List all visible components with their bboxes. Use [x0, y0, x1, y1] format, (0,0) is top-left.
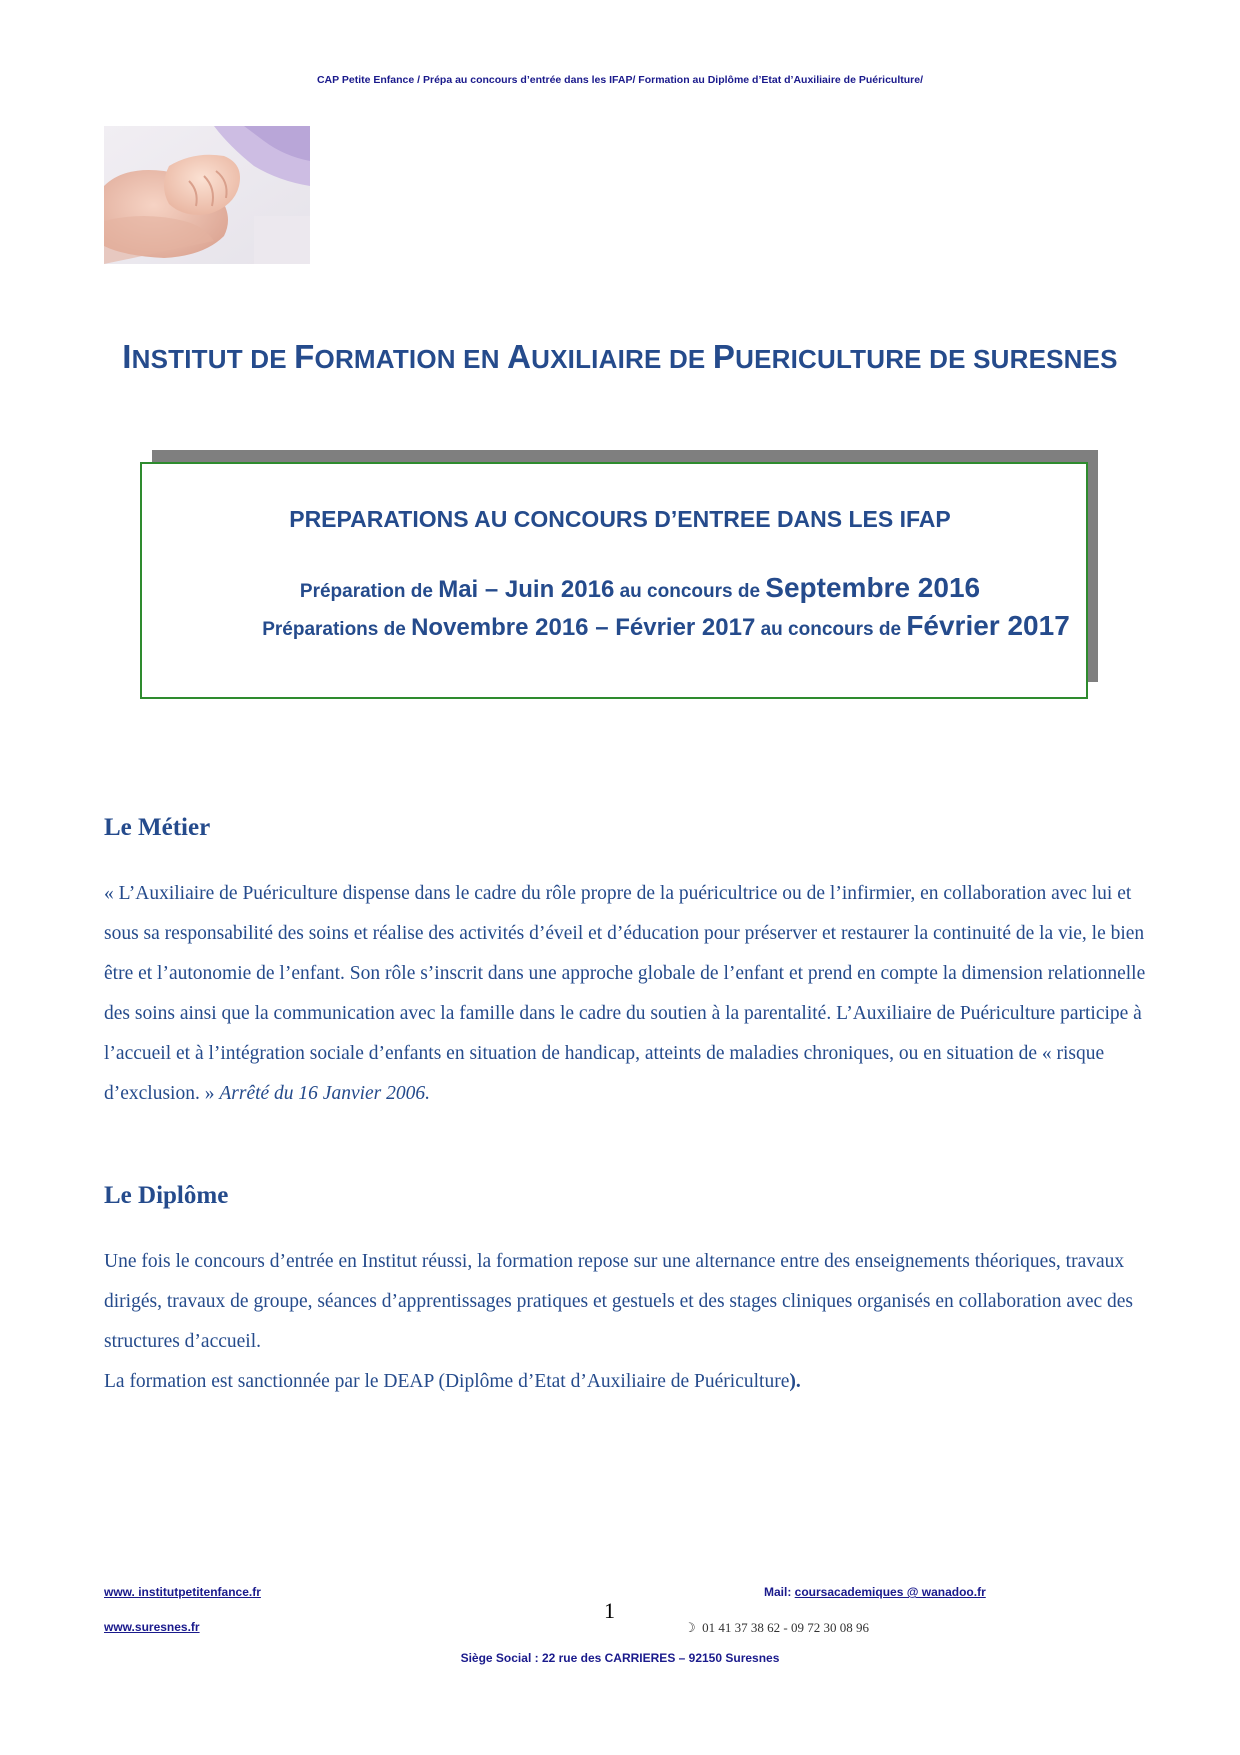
- prep2-prefix: Préparations de: [262, 619, 412, 640]
- diplome-text-2-end: ).: [789, 1371, 801, 1392]
- diplome-text-2-line: [104, 1362, 1164, 1402]
- suresnes-website-link[interactable]: www.suresnes.fr: [104, 1620, 200, 1634]
- diplome-text-2: La formation est sanctionnée par le DEAP (Diplôme d’Etat d’Auxiliaire de Puériculture: [104, 1371, 790, 1392]
- mail-line: [764, 1585, 986, 1599]
- preparation-line-2: [0, 610, 1240, 642]
- institute-title-part-3: UXILIAIRE DE: [531, 344, 713, 374]
- institute-title-cap-3: A: [507, 338, 532, 375]
- header-tagline: CAP Petite Enfance / Prépa au concours d’entrée dans les IFAP/ Formation au Diplôme d’Etat d’Auxiliaire de Puériculture/: [316, 74, 924, 86]
- baby-hand-photo: [104, 126, 310, 264]
- mail-label: Mail:: [764, 1585, 795, 1599]
- prep1-exam-date: Septembre 2016: [765, 572, 981, 603]
- metier-citation: Arrêté du 16 Janvier 2006.: [219, 1083, 431, 1104]
- diplome-paragraph: [104, 1242, 1164, 1402]
- institute-title-cap-1: I: [122, 338, 132, 375]
- institute-title-part-1: NSTITUT DE: [131, 344, 295, 374]
- diplome-heading: Le Diplôme: [104, 1182, 229, 1209]
- prep1-period: Mai – Juin 2016: [438, 576, 615, 603]
- page-number: 1: [604, 1598, 615, 1623]
- prep2-period: Novembre 2016 – Février 2017: [411, 614, 756, 641]
- diplome-text-1: Une fois le concours d’entrée en Institut réussi, la formation repose sur une alternance entre des enseignements théoriques, travaux dirigés, travaux de groupe, séances d’apprentissages pratiques et gestuels et des stages cliniques organisés en collaboration avec des structures d’accueil.: [104, 1251, 1134, 1352]
- institute-title-part-2: ORMATION EN: [314, 344, 508, 374]
- institute-title-part-4: UERICULTURE DE SURESNES: [735, 344, 1118, 374]
- prep2-mid: au concours de: [755, 619, 907, 640]
- metier-text: « L’Auxiliaire de Puériculture dispense dans le cadre du rôle propre de la puéricultrice ou de l’infirmier, en collaboration avec lui et sous sa responsabilité des soins et réalise des activités d’éveil et d’éducation pour préserver et restaurer la continuité de la vie, le bien être et l’autonomie de l’enfant. Son rôle s’inscrit dans une approche globale de l’enfant et prend en compte la dimension relationnelle des soins ainsi que la communication avec la famille dans le cadre du soutien à la parentalité. L’Auxiliaire de Puériculture participe à l’accueil et à l’intégration sociale d’enfants en situation de handicap, atteints de maladies chroniques, ou en situation de « risque d’exclusion. »: [104, 883, 1146, 1104]
- head-office-address: Siège Social : 22 rue des CARRIERES – 92150 Suresnes: [460, 1651, 780, 1665]
- preparation-line-1: [0, 572, 1240, 604]
- institute-title-cap-4: P: [712, 338, 736, 375]
- prep1-mid: au concours de: [614, 581, 766, 602]
- prep2-exam-date: Février 2017: [906, 610, 1070, 641]
- prep1-prefix: Préparation de: [299, 581, 439, 602]
- metier-paragraph: [104, 874, 1164, 1114]
- institut-website-link[interactable]: www. institutpetitenfance.fr: [104, 1585, 261, 1599]
- institute-title: [0, 338, 1240, 376]
- phone-line: [684, 1620, 869, 1636]
- phone-icon: ☽: [684, 1620, 696, 1635]
- phone-numbers: 01 41 37 38 62 - 09 72 30 08 96: [702, 1620, 869, 1635]
- metier-heading: Le Métier: [104, 814, 211, 841]
- box-title: PREPARATIONS AU CONCOURS D’ENTREE DANS LES IFAP: [289, 506, 951, 532]
- institute-title-cap-2: F: [294, 338, 315, 375]
- mail-link[interactable]: coursacademiques @ wanadoo.fr: [794, 1585, 986, 1599]
